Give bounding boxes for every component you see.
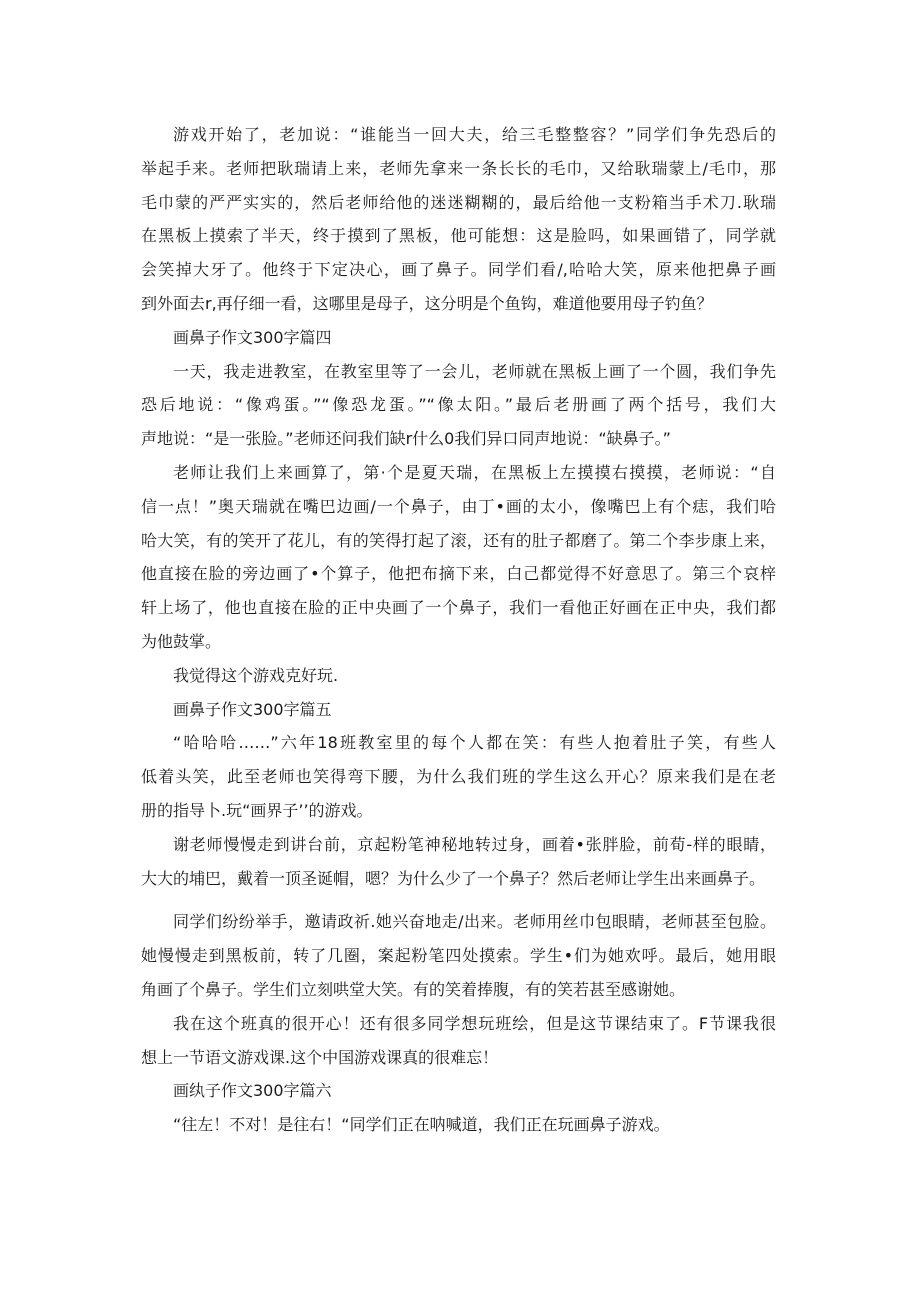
text-line: 她慢慢走到黑板前，转了几圈，案起粉笔四处摸索。学生•们为她欢呼。最后，她用眼 <box>141 946 776 966</box>
text-line: 想上一节语文游戏课.这个中国游戏课真的很难忘！ <box>141 1047 499 1067</box>
text-line: 游戏开始了，老加说：“谁能当一回大夫，给三毛整整容？”同学们争先恐后的 <box>173 125 776 144</box>
section-heading-4: 画鼻子作文300字篇四 <box>173 327 332 347</box>
text-line: “哈哈哈……”六年18班教室里的每个人都在笑：有些人抱着肚子笑，有些人 <box>173 733 776 753</box>
text-line: 低着头笑，此至老师也笑得弯下腰，为什么我们班的学生这么开心？原来我们是在老 <box>141 767 776 787</box>
text-line: 大大的埔巴，戴着一顶圣诞帽，嗯？为什么少了一个鼻子？然后老师让学生出来画鼻子。 <box>141 868 766 888</box>
text-line: 在黑板上摸索了半天，终于摸到了黑板，他可能想：这是脸吗，如果画错了，同学就 <box>141 226 776 246</box>
text-line: 我在这个班真的很开心！还有很多同学想玩班绘，但是这节课结束了。F节课我很 <box>173 1013 776 1033</box>
text-line: 为他鼓掌。 <box>141 631 222 651</box>
text-line: 举起手来。老师把耿瑞请上来，老师先拿来一条长长的毛巾，又给耿瑞蒙上/毛巾，那 <box>141 158 776 178</box>
text-line: 同学们纷纷举手，邀请政祈.她兴奋地走/出来。老师用丝巾包眼睛，老师甚至包脸。 <box>173 912 776 932</box>
paragraph-teacher-xie <box>141 828 776 896</box>
paragraph-happy-in-class <box>141 1007 776 1075</box>
text-line: 一天，我走进教室，在教室里等了一会儿，老师就在黑板上画了一个圆，我们争先 <box>173 361 776 381</box>
text-line: 哈大笑，有的笑开了花儿，有的笑得打起了滚，还有的肚子都磨了。第二个李步康上来， <box>141 530 776 550</box>
text-line: 会笑掉大牙了。他终于下定决心，画了鼻子。同学们看/,哈哈大笑，原来他把鼻子画 <box>141 260 776 280</box>
text-line: 到外面去r,再仔细一看，这哪里是母子，这分明是个鱼钩，难道他要用母子钓鱼？ <box>141 293 713 313</box>
paragraph-one-day <box>141 355 776 456</box>
text-line: 角画了个鼻子。学生们立刻哄堂大笑。有的笑着捧腹，有的笑若甚至感谢她。 <box>141 979 686 999</box>
text-line: 谢老师慢慢走到讲台前，京起粉笔神秘地转过身，画着•张胖脸，前荀-样的眼睛， <box>173 834 776 854</box>
paragraph-hahaha <box>141 726 776 827</box>
spacer <box>173 895 776 905</box>
paragraph-game-start <box>141 118 776 321</box>
paragraph-game-fun: 我觉得这个游戏克好玩. <box>173 665 339 685</box>
section-heading-5: 画鼻子作文300字篇五 <box>173 699 332 719</box>
text-line: “往左！不对！是往右！“同学们正在呐喊道，我们正在玩画鼻子游戏。 <box>173 1115 670 1135</box>
text-line: 他直接在脸的旁边画了•个算子，他把布摘下来，白己都觉得不好意思了。第三个哀梓 <box>141 564 776 584</box>
text-line: 声地说：“是一张脸。”老师还问我们缺r什么0我们异口同声地说：“缺鼻子。” <box>141 429 671 449</box>
text-line: 毛巾蒙的严严实实的，然后老师给他的迷迷糊糊的，最后给他一支粉箱当手术刀.耿瑞 <box>141 192 776 212</box>
paragraph-teacher-lets-us <box>141 456 776 659</box>
paragraph-go-left <box>173 1108 776 1142</box>
text-line: 册的指导卜.玩“画界子’’的游戏。 <box>141 800 373 820</box>
text-line: 恐后地说：“像鸡蛋。”“像恐龙蛋。”“像太阳。”最后老册画了两个括号，我们大 <box>141 395 776 415</box>
section-heading-6: 画纨子作文300字篇六 <box>173 1081 332 1101</box>
text-line: 老师让我们上来画算了，第·个是夏天瑞，在黑板上左摸摸右摸摸，老师说：“自 <box>173 462 776 482</box>
text-line: 轩上场了，他也直接在脸的正中央画了一个鼻子，我们一看他正好画在正中央，我们都 <box>141 598 776 618</box>
document-body <box>141 118 776 1142</box>
paragraph-classmates-raise-hands <box>141 905 776 1006</box>
text-line: 信一点！”奥天瑞就在嘴巴边画/一个鼻子，由丁•画的太小，像嘴巴上有个痣，我们哈 <box>141 496 776 516</box>
